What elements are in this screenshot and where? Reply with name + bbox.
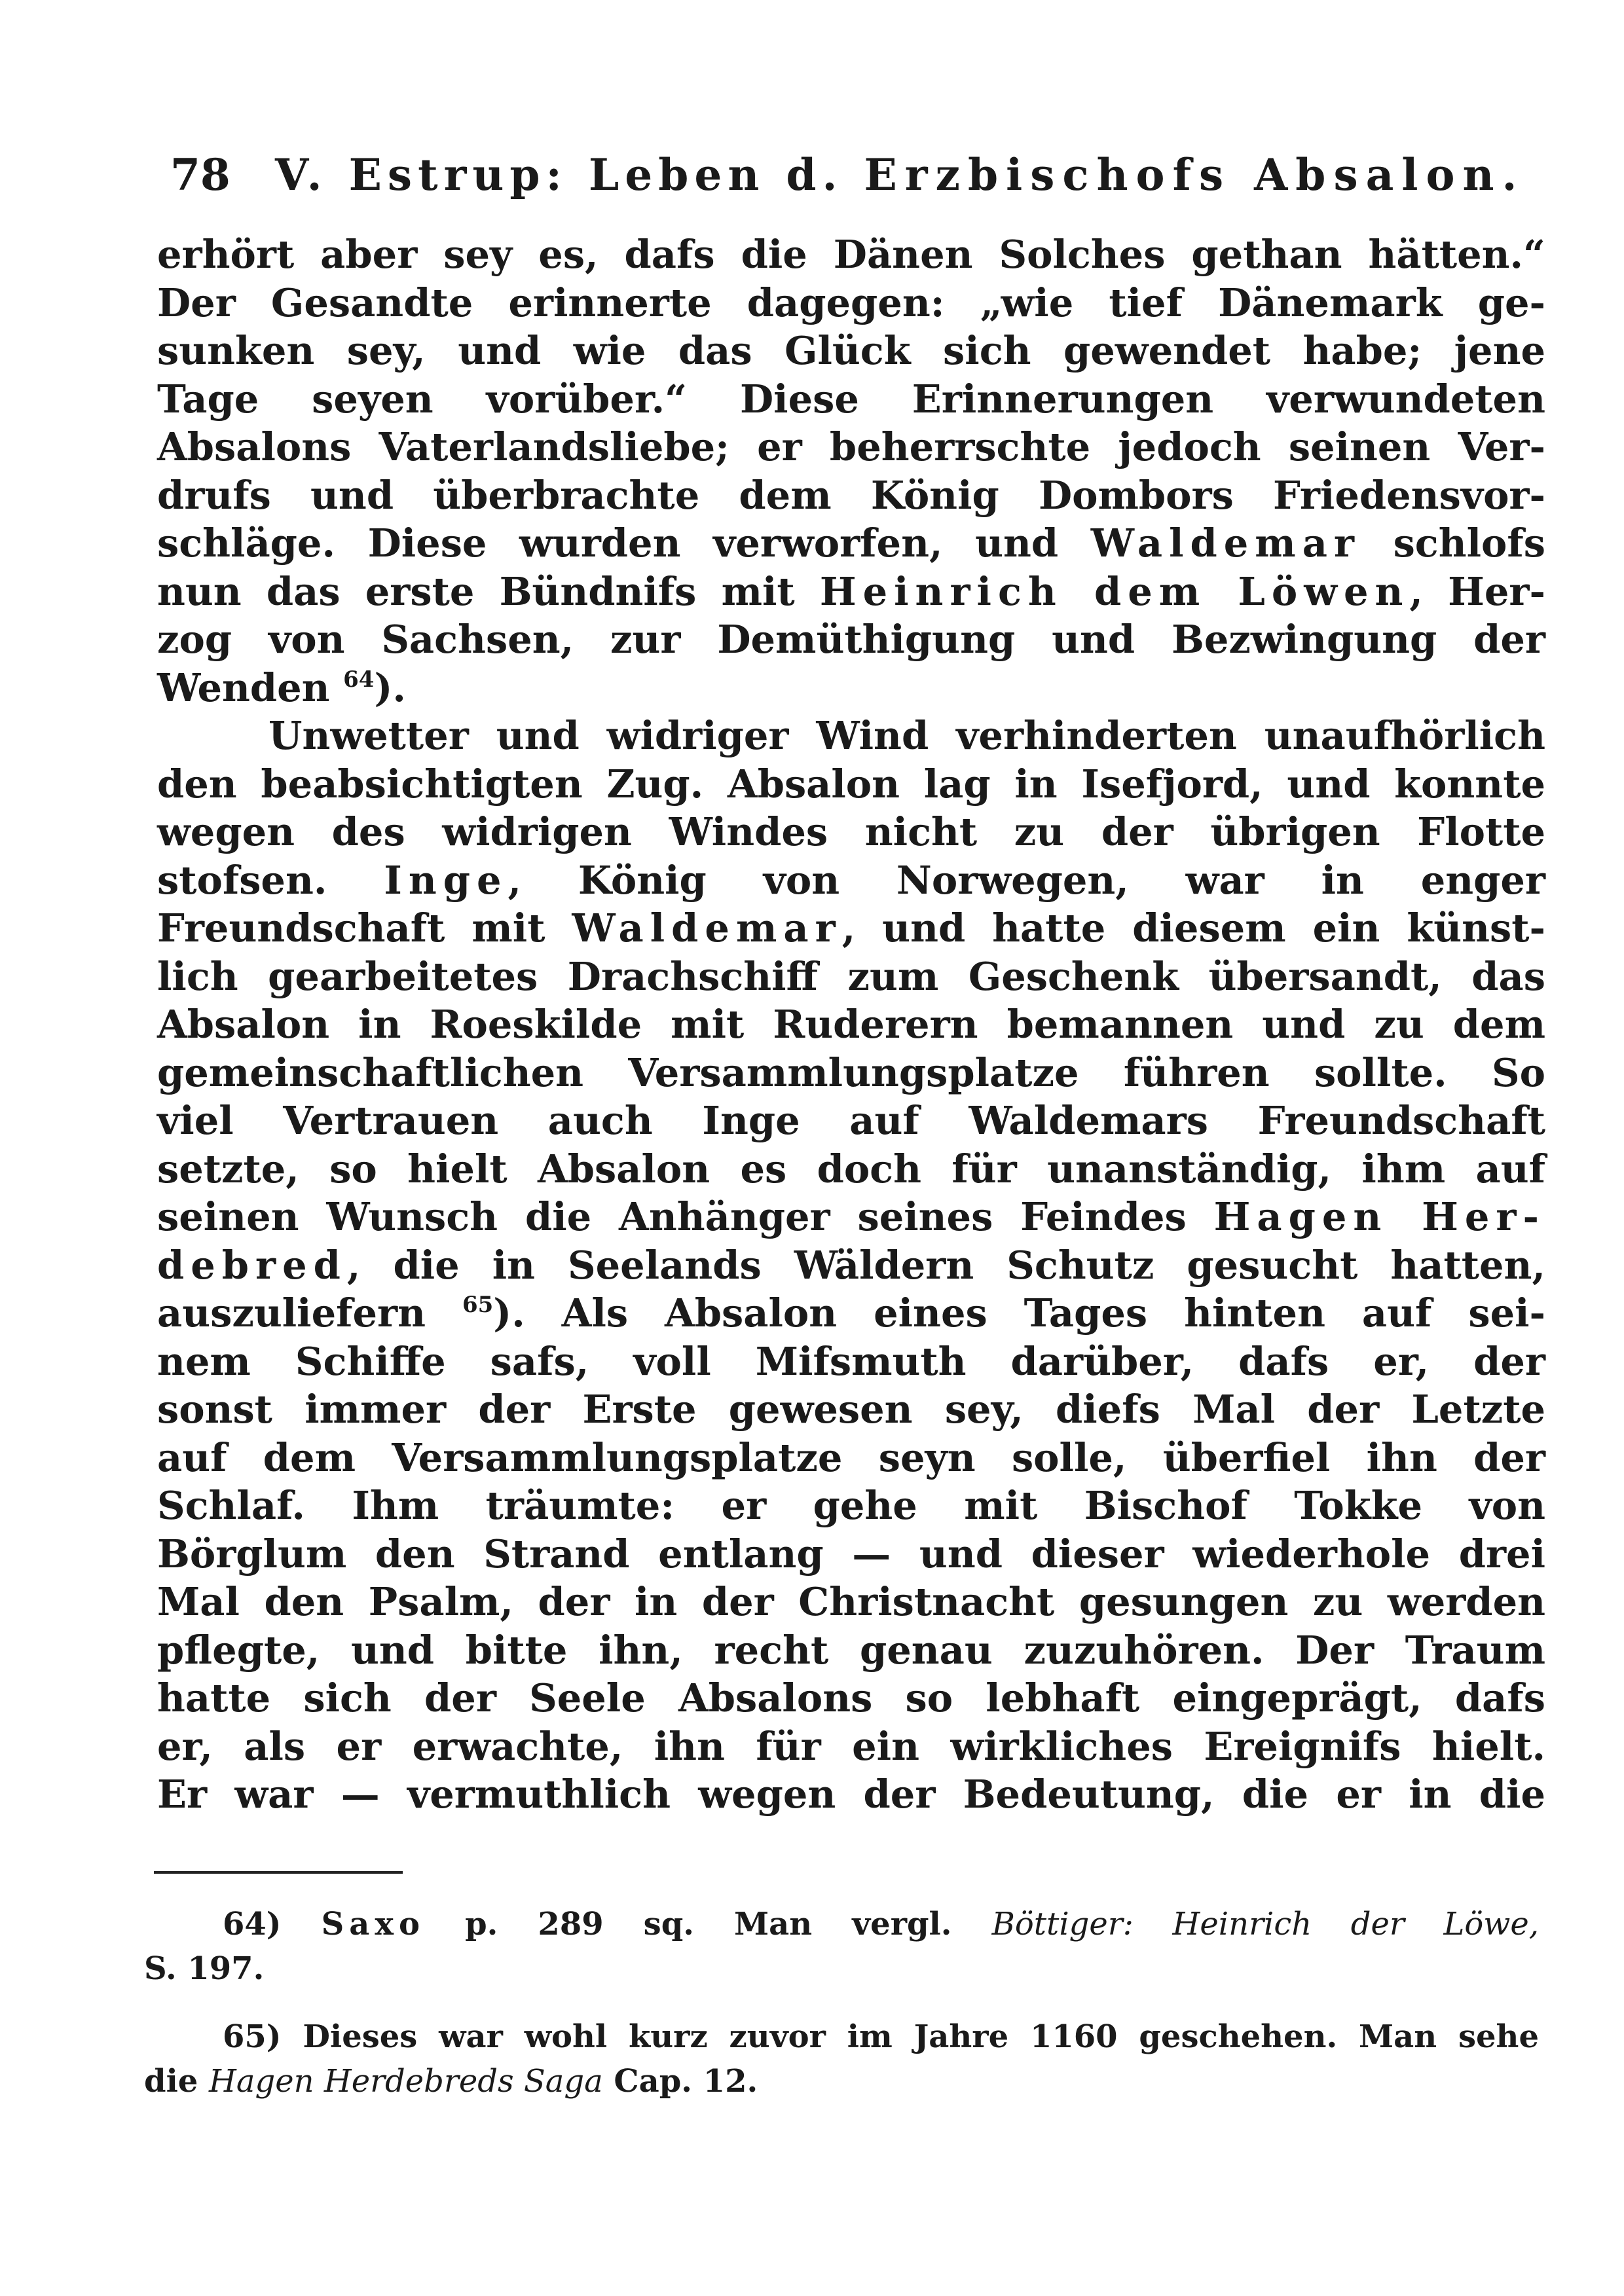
text-fragment: die	[144, 2063, 210, 2100]
text-line	[157, 568, 1545, 616]
text-line: Schlaf. Ihm träumte: er gehe mit Bischof Tokke von	[157, 1483, 1545, 1528]
footnote-divider	[154, 1871, 403, 1874]
text-fragment: , König von Norwegen, war in enger	[507, 857, 1546, 903]
text-line: Absalon in Roeskilde mit Ruderern bemannen und zu dem	[157, 1002, 1545, 1047]
footnote-number: 65)	[223, 2018, 282, 2055]
footnote-ref[interactable]: 65	[462, 1292, 494, 1318]
text-line	[157, 1289, 1545, 1338]
text-line	[157, 519, 1545, 568]
text-line: lich gearbeitetes Drachschiff zum Geschenk übersandt, das	[157, 953, 1545, 999]
footnote-64-cont: S. 197.	[144, 1950, 265, 1987]
text-fragment: ).	[374, 665, 406, 710]
text-fragment: seinen Wunsch die Anhänger seines Feindes	[157, 1194, 1214, 1239]
text-line: auf dem Versammlungsplatze seyn solle, überfiel ihn der	[157, 1434, 1545, 1480]
person-name: Waldemar	[1090, 520, 1361, 566]
text-fragment: nun das erste Bündnifs mit	[157, 568, 820, 614]
text-line: erhört aber sey es, dafs die Dänen Solches gethan hätten.“	[157, 232, 1545, 277]
text-line: wegen des widrigen Windes nicht zu der übrigen Flotte	[157, 809, 1545, 854]
text-line: Tage seyen vorüber.“ Diese Erinnerungen verwundeten	[157, 376, 1545, 422]
footnotes	[144, 1902, 1539, 2104]
person-name: Heinrich dem Löwen	[819, 568, 1410, 614]
text-line	[157, 1241, 1545, 1290]
text-line: pflegte, und bitte ihn, recht genau zuzuhören. Der Traum	[157, 1627, 1545, 1673]
text-line: viel Vertrauen auch Inge auf Waldemars Freundschaft	[157, 1098, 1545, 1143]
text-line: Mal den Psalm, der in der Christnacht gesungen zu werden	[157, 1579, 1545, 1624]
text-fragment: stofsen.	[157, 857, 384, 903]
text-fragment: auszuliefern	[157, 1290, 462, 1336]
text-line: Absalons Vaterlandsliebe; er beherrschte jedoch seinen Ver-	[157, 424, 1545, 469]
footnote-ref[interactable]: 64	[343, 666, 375, 693]
text-fragment: Cap. 12.	[602, 2063, 758, 2100]
text-line	[157, 904, 1545, 953]
text-line: nem Schiffe safs, voll Mifsmuth darüber, dafs er, der	[157, 1338, 1545, 1384]
text-fragment: Dieses war wohl kurz zuvor im Jahre 1160 geschehen. Man sehe	[281, 2018, 1539, 2055]
footnote-number: 64)	[223, 1906, 282, 1942]
text-line: Der Gesandte erinnerte dagegen: „wie tief Dänemark ge-	[157, 280, 1545, 325]
text-line	[157, 856, 1545, 905]
text-line	[157, 664, 1545, 712]
text-fragment: schläge. Diese wurden verworfen, und	[157, 520, 1091, 566]
footnote-reference-title: Böttiger: Heinrich der Löwe,	[991, 1906, 1539, 1942]
text-line: zog von Sachsen, zur Demüthigung und Bezwingung der	[157, 617, 1545, 662]
text-fragment: ). Als Absalon eines Tages hinten auf sei-	[493, 1290, 1546, 1336]
footnote-reference-title: Hagen Herdebreds Saga	[209, 2063, 603, 2100]
text-line: den beabsichtigten Zug. Absalon lag in Isefjord, und konnte	[157, 761, 1545, 807]
footnote-65-cont	[144, 2059, 1539, 2104]
text-line: Börglum den Strand entlang — und dieser wiederhole drei	[157, 1531, 1545, 1576]
text-line: drufs und überbrachte dem König Dombors Friedensvor-	[157, 472, 1545, 518]
paragraph-start: Unwetter und widriger Wind verhinderten unaufhörlich	[268, 713, 1545, 758]
main-text	[157, 230, 1545, 1819]
text-fragment: , Her-	[1409, 568, 1545, 614]
text-line: gemeinschaftlichen Versammlungsplatze führen sollte. So	[157, 1049, 1545, 1095]
running-title-author: V. Estrup: Leben d.	[275, 149, 864, 200]
text-line: sonst immer der Erste gewesen sey, diefs Mal der Letzte	[157, 1387, 1545, 1432]
running-header	[170, 149, 1525, 208]
text-fragment: Wenden	[157, 665, 344, 710]
text-line: sunken sey, und wie das Glück sich gewendet habe; jene	[157, 328, 1545, 373]
text-line: setzte, so hielt Absalon es doch für unanständig, ihm auf	[157, 1146, 1545, 1192]
page-number: 78	[170, 149, 231, 200]
text-fragment: p. 289 sq. Man vergl.	[425, 1906, 992, 1942]
text-fragment: Freundschaft mit	[157, 905, 572, 951]
person-name: Inge	[384, 857, 508, 903]
text-line: er, als er erwachte, ihn für ein wirkliches Ereignifs hielt.	[157, 1723, 1545, 1769]
footnote-65	[144, 2014, 1539, 2059]
text-line: hatte sich der Seele Absalons so lebhaft eingeprägt, dafs	[157, 1675, 1545, 1721]
text-line: Er war — vermuthlich wegen der Bedeutung, die er in die	[157, 1772, 1545, 1817]
text-fragment: , und hatte diesem ein künst-	[841, 905, 1545, 951]
footnote-source: Saxo	[321, 1906, 425, 1942]
running-title	[275, 149, 1525, 200]
person-name: debred	[157, 1242, 347, 1288]
person-name: Waldemar	[572, 905, 842, 951]
footnote-gap	[144, 1991, 1539, 2014]
running-title-subject: Erzbischofs Absalon.	[864, 149, 1525, 200]
footnote-64	[144, 1902, 1539, 1946]
person-name: Hagen Her-	[1213, 1194, 1545, 1239]
text-fragment: , die in Seelands Wäldern Schutz gesucht hatten,	[346, 1242, 1545, 1288]
text-line	[157, 1193, 1545, 1241]
text-fragment: schlofs	[1361, 520, 1545, 566]
